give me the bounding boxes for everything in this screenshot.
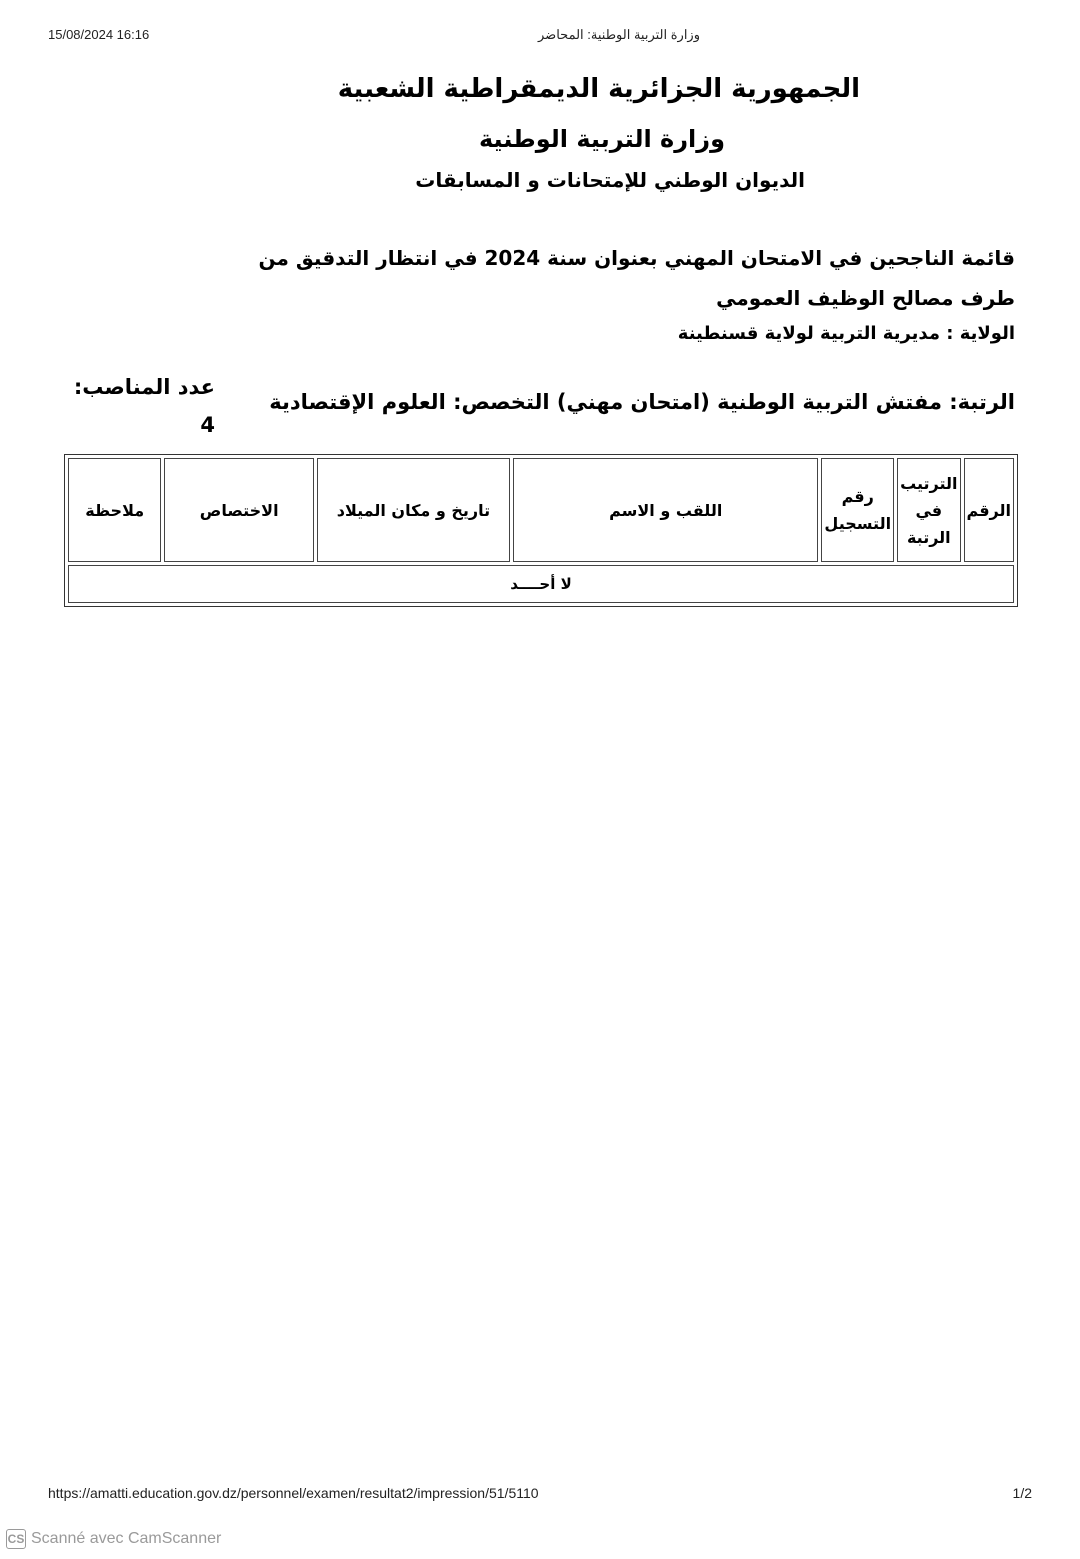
results-table — [64, 454, 1018, 607]
table-header-row — [68, 458, 1014, 562]
footer-page-number: 1/2 — [1012, 1485, 1032, 1501]
print-datetime: 15/08/2024 16:16 — [48, 27, 150, 42]
header-birth: تاريخ و مكان الميلاد — [317, 458, 510, 562]
ministry-title: وزارة التربية الوطنية — [478, 125, 725, 153]
wilaya-line: الولاية : مديرية التربية لولاية قسنطينة — [677, 323, 1015, 344]
posts-label: عدد المناصب: — [73, 375, 215, 399]
header-rank-order: الترتيب في الرتبة — [897, 458, 960, 562]
rank-specialty-line: الرتبة: مفتش التربية الوطنية (امتحان مهني) التخصص: العلوم الإقتصادية — [269, 390, 1015, 414]
posts-block — [40, 368, 215, 444]
empty-result-cell: لا أحــــد — [68, 565, 1014, 603]
header-name: اللقب و الاسم — [513, 458, 818, 562]
posts-count: 4 — [200, 413, 215, 437]
office-title: الديوان الوطني للإمتحانات و المسابقات — [415, 168, 805, 192]
list-title: قائمة الناجحين في الامتحان المهني بعنوان سنة 2024 في انتظار التدقيق من طرف مصالح الوظيف العمومي — [258, 246, 1015, 310]
header-specialty: الاختصاص — [164, 458, 314, 562]
header-note: ملاحظة — [68, 458, 161, 562]
republic-title: الجمهورية الجزائرية الديمقراطية الشعبية — [337, 74, 860, 104]
camscanner-watermark — [6, 1529, 221, 1549]
header-number: الرقم — [964, 458, 1014, 562]
camscanner-logo-icon: CS — [6, 1529, 26, 1549]
camscanner-text: Scanné avec CamScanner — [31, 1530, 222, 1547]
footer-url: https://amatti.education.gov.dz/personnel/examen/resultat2/impression/51/5110 — [48, 1485, 539, 1501]
header-registration: رقم التسجيل — [821, 458, 894, 562]
table-row — [68, 565, 1014, 603]
print-page-title: وزارة التربية الوطنية: المحاضر — [538, 27, 700, 42]
